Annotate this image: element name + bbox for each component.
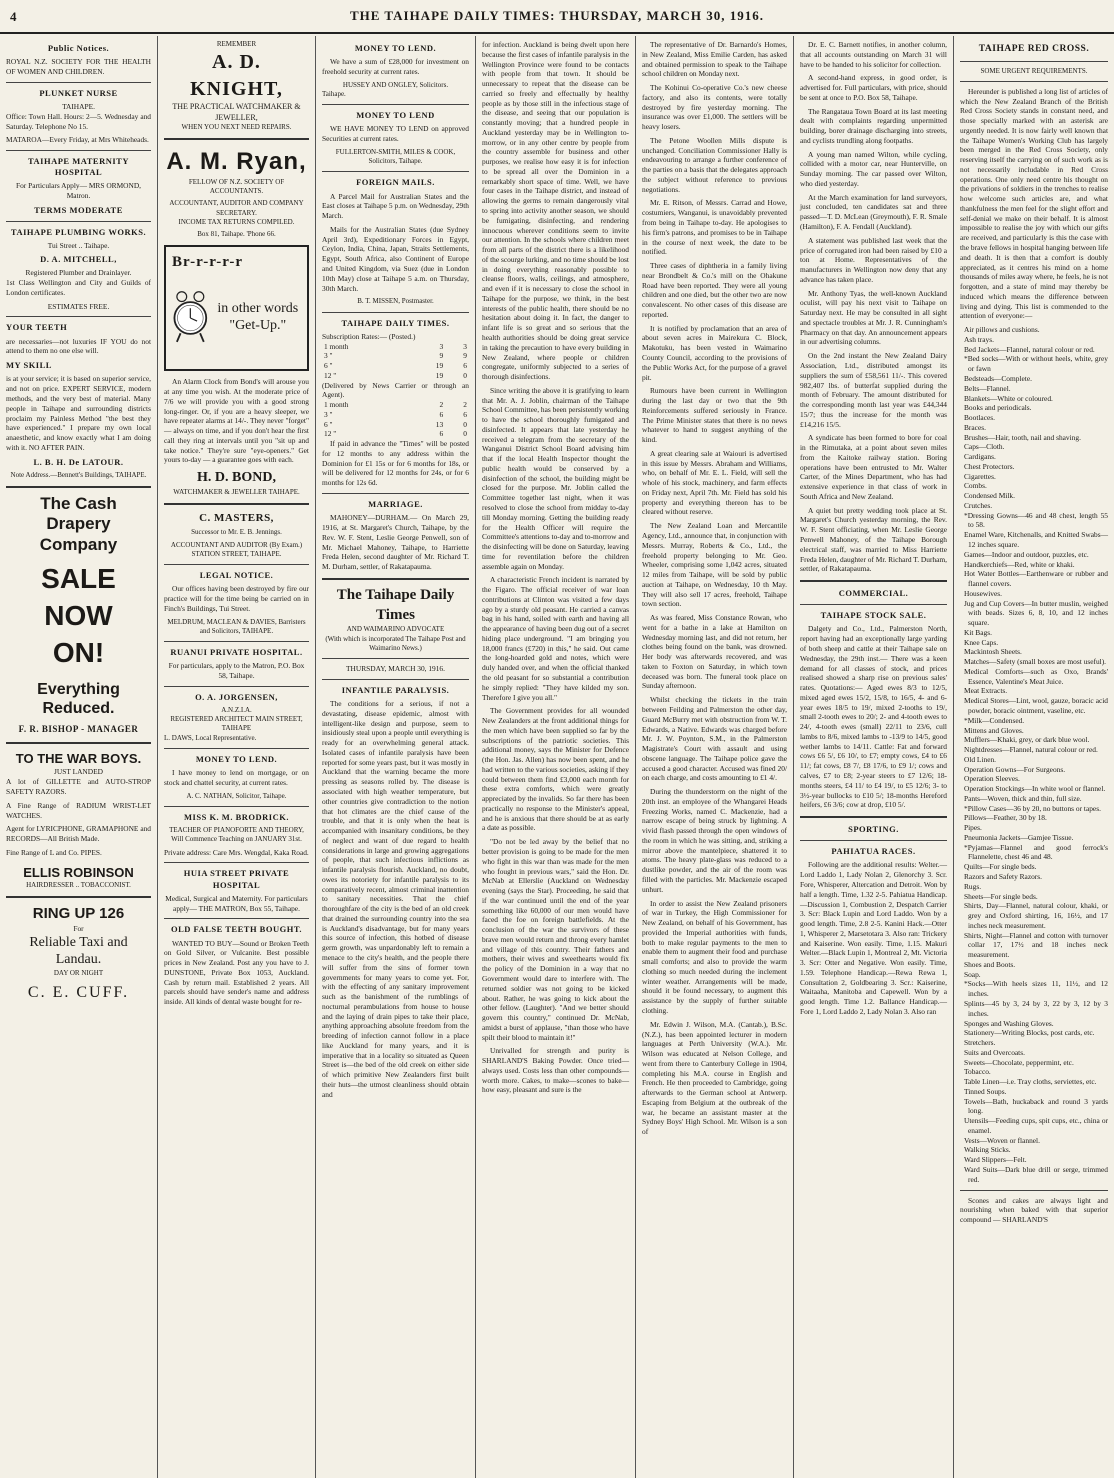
sharland-ad: Unrivalled for strength and purity is SHARLAND'S Baking Powder. Once tried—always used. Costs less than other compounds—worth more. Cakes, to make—scones to bake—how easy, pleasant and sure is the — [482, 1046, 629, 1095]
list-item: Pneumonia Jackets—Gamjee Tissue. — [964, 832, 1074, 842]
list-item: *Milk—Condensed. — [964, 715, 1025, 725]
money-heading-2: MONEY TO LEND. — [195, 753, 278, 764]
list-item: Mackintosh Sheets. — [964, 647, 1022, 657]
remember-label: REMEMBER — [216, 40, 257, 48]
list-item: Cardigans. — [964, 452, 996, 462]
knight-sub: THE PRACTICAL WATCHMAKER & JEWELLER, — [172, 102, 301, 122]
list-item: Pillows—Feather, 30 by 18. — [964, 813, 1047, 823]
list-item: Knee Caps. — [964, 637, 999, 647]
list-item: Pipes. — [964, 823, 982, 833]
list-item: Cigarettes. — [964, 471, 996, 481]
rate-cell: 0 — [463, 370, 467, 380]
jorgensen-sub: A.N.Z.I.A. — [221, 705, 252, 714]
rate-cell: 6 — [439, 429, 444, 439]
missen: B. T. MISSEN, Postmaster. — [357, 297, 434, 306]
teeth-bought-heading: OLD FALSE TEETH BOUGHT. — [170, 924, 302, 935]
list-item: Bed Jackets—Flannel, natural colour or red. — [964, 344, 1095, 354]
rate-row — [322, 371, 469, 381]
paper-title: The Taihape Daily Times — [336, 586, 455, 623]
for-word: For — [73, 923, 84, 933]
rate-cell: 6 — [439, 409, 444, 419]
list-item: Quilts—For single beds. — [964, 862, 1037, 872]
column-5 — [636, 36, 794, 1478]
rate-cell: 3 " — [324, 409, 333, 419]
rate-row — [322, 342, 469, 352]
list-item: Meat Extracts. — [964, 686, 1008, 696]
mitchell-sub: Registered Plumber and Drainlayer. — [25, 268, 132, 278]
radium-line: A Fine Range of RADIUM WRIST-LET WATCHES. — [6, 800, 151, 820]
brodrick-sub: TEACHER OF PIANOFORTE AND THEORY, — [169, 826, 304, 835]
legal-firm: MELDRUM, MACLEAN & DAVIES, Barristers and Solicitors, TAIHAPE. — [167, 617, 306, 635]
news-12: During the thunderstorm on the night of the 20th inst. an employee of the Whangarei Heads Freezing Works, named C. Mackenzie, had a narrow escape of being struck by lightning. A vivid flash passed through the open windows of the room in which he was sitting, and, striking a mirror above the mantelpiece, shattered it to atoms. The heavy plate-glass was reduced to a dustlike powder, and the air of the room was filled with the particles. Mr. Mackenzie escaped unhurt. — [642, 787, 787, 894]
cash-drapery: The Cash Drapery Company — [39, 494, 118, 554]
paralysis-body: The conditions for a serious, if not a devastating, disease epidemic, almost with intelligent-like design and purpose, seem to insidiously steal upon a people until everything is ready for an overwhelming general attack. Isolated cases of infantile paralysis have been reported for some years past, but it was mostly in Auckland that the warning became the more pressing as seasons rolled by. The disease is associated with high weather temperature, but other countries give contradiction to the notion that hot climates are the chief cause of the trouble, and that it is only when the heat is accompanied with insanitary conditions, be they of neglect and want of due regard to health considerations in large and growing aggregations of people, that such infectious inflictions as infantile paralysis flourish. Auckland, no doubt, owes its notoriety for infantile paralysis to its comparatively recent, almost criminal inattention to sanitary necessities. That the chief thoroughfare of the city is the bed of an old creek that drained the surrounding country into the sea is Auckland's disadvantage, but for many years this source of infection, this hotbed of disease germ growth, was unpardonably left to remain a menace to the city's health, and the people there will suffer from the sins of former town governments for many years to come yet. For, with the effecting of any sanitary improvement such as the banishment of the rumblings of nocturnal perambulations from house to house and the laying of drain pipes to take their place, anything approaching absolute freedom from the breeding of infection cannot follow in a place like Auckland for many years, and it is imperative that in a locality so situated as Queen Street is—the bed of the old creek on either side of which primitive New Zealanders first built their huts—the utmost cleanliness should obtain and — [322, 699, 469, 1099]
news-6: It is notified by proclamation that an area of about seven acres in Mairekura C. Block, Makotuku, has been vested in Waimarino County Council, according to the provisions of the Public Works Act, for the purpose of a gravel pit. — [642, 323, 787, 382]
list-item: Blankets—White or coloured. — [964, 393, 1053, 403]
advance-note: If paid in advance the "Times" will be posted for 12 months to any address within the Dominion for £1 15s or for 6 months for 18s, or will be delivered for 12 months for 24s, or for 6 months for 12s 6d. — [322, 439, 469, 488]
government-comforts: The Government provides for all wounded New Zealanders at the front additional things for the men which have been supplied so far by the subscriptions of the patriotic societies. This additional money, says the Minister for Defence (the Hon. Jas. Allen) has now been spent, and he had written to the various societies, asking if they could between them find £3,000 each month for these extra comforts, which were greatly appreciated by the invalids. So far there has been practically no response to the Minister's appeal, and he is anxious that there should be at as early a date as possible. — [482, 706, 629, 833]
news-6-2: A second-hand express, in good order, is advertised for. Full particulars, with price, should be sent at once to P.O. Box 58, Taihape. — [800, 73, 947, 102]
fullerton-smith: FULLERTON-SMITH, MILES & COOK, Solicitors, Taihape. — [335, 147, 456, 166]
marriage-heading: MARRIAGE. — [368, 499, 423, 510]
column-6 — [794, 36, 954, 1478]
teeth-body: are necessaries—not luxuries IF YOU do not attend to them no one else will. — [6, 336, 151, 356]
list-item: Mufflers—Khaki, grey, or dark blue wool. — [964, 735, 1090, 745]
news-6-8: On the 2nd instant the New Zealand Dairy Association, Ltd., distributed amongst its suppliers the sum of £58,561 11/-. This covered 982,407 lbs. of butterfat supplied during the month of February. The amount distributed for the corresponding month last year was £44,344 15/7; thus the increase for the month was £14,216 15/5. — [800, 351, 947, 429]
rate-row — [322, 420, 469, 430]
ryan-tax: INCOME TAX RETURNS COMPILED. — [178, 217, 295, 226]
list-item: Sheets—For single beds. — [964, 891, 1038, 901]
rate-cell: 0 — [463, 419, 467, 429]
list-item: Tinned Soups. — [964, 1086, 1007, 1096]
list-item: Nightdresses—Flannel, natural colour or red. — [964, 745, 1098, 755]
ryan-sub: FELLOW OF N.Z. SOCIETY OF ACCOUNTANTS. — [188, 178, 285, 196]
rate-row — [322, 361, 469, 371]
alarm-body: An Alarm Clock from Bond's will arouse you at any time you wish. At the moderate price of 7/6 we will provide you with a good strong long-ringer. Or, if you are a heavy sleeper, we have repeater alarms at 14/-. They never "forget" — always on time, and if you don't hear the first call they ring at intervals until you "sit up and take notice." They're sure "eye-openers." Get yours to-day — a guarantee goes with each. — [164, 377, 309, 465]
brr-heading: Br-r-r-r-r — [172, 254, 244, 271]
list-item: Razors and Safety Razors. — [964, 872, 1042, 882]
teeth-bought-body: WANTED TO BUY—Sound or Broken Teeth on Gold Silver, or Vulcanite. Best possible prices in New Zealand. Post any you have to J. DUNSTONE, Private Box 1053, Auckland. Cash by return mail. Established 2 years. All parcels should have sender's name and address inside. All kinds of dental waste bought for re- — [164, 938, 309, 1007]
plumbing-heading: TAIHAPE PLUMBING WORKS. — [10, 227, 147, 238]
column-3 — [316, 36, 476, 1478]
rate-row — [322, 400, 469, 410]
list-item: Ash trays. — [964, 334, 994, 344]
page-number: 4 — [10, 9, 18, 24]
list-item: Utensils—Feeding cups, spit cups, etc., china or enamel. — [964, 1116, 1108, 1135]
rate-cell: 9 — [463, 351, 467, 361]
news-5: Three cases of diphtheria in a family living near Brondbelt & Co.'s mill on the Ohakune Road have been reported. They were all young children and one died, but the other two are now convalescent. No other cases of this disease are reported. — [642, 261, 787, 319]
on-word: ON! — [52, 637, 105, 669]
list-item: Chest Protectors. — [964, 461, 1015, 471]
list-item: Mittens and Gloves. — [964, 725, 1024, 735]
races-heading: PAHIATUA RACES. — [831, 846, 916, 857]
list-item: Shirts, Night—Flannel and cotton with turnover collar 17, 17½ and 18 inches neck measurement. — [964, 930, 1108, 960]
subs-heading: Subscription Rates:— (Posted.) — [322, 331, 416, 341]
news-14: Mr. Edwin J. Wilson, M.A. (Cantab.), B.Sc. (N.Z.), has been appointed lecturer in modern languages at Perth University (W.A.). Mr. Wilson was educated at Nelson College, and went from there to Canterbury College in 1904, completing his M.A. course in English and French. He then proceeded to Cambridge, going afterwards to the German school at Antwerp. Escaping from Belgium at the outbreak of the war, he became an assistant master at the Sydney Boys' High School. Mr. Wilson is a son of — [642, 1019, 787, 1137]
brodrick-body: Will Commence Teaching on JANUARY 31st. — [171, 835, 302, 844]
delivered-note: (Delivered by News Carrier or through an Agent). — [322, 380, 469, 400]
list-item: Rugs. — [964, 881, 982, 891]
column-1 — [0, 36, 158, 1478]
gillette-line: A lot of GILLETTE and AUTO-STROP SAFETY RAZORS. — [6, 777, 151, 796]
list-item: Walking Sticks. — [964, 1145, 1011, 1155]
list-item: Towels—Bath, huckaback and round 3 yards long. — [964, 1096, 1108, 1116]
list-item: Housewives. — [964, 588, 1002, 598]
daws-rep: L. DAWS, Local Representative. — [164, 733, 257, 742]
pipes-line: Fine Range of L and Co. PIPES. — [6, 847, 102, 857]
list-item: Enamel Ware, Kitchenalls, and Knitted Swabs—12 inches square. — [964, 530, 1108, 549]
reliable-taxi: Reliable Taxi and Landau. — [29, 934, 128, 968]
plunket-office: Office: Town Hall. Hours: 2—5. Wednesday and Saturday. Telephone No 15. — [6, 111, 151, 131]
red-cross-footer: Scones and cakes are always light and nourishing when baked with that superior compound — SHARLAND'S — [960, 1195, 1108, 1225]
list-item: Jug and Cup Covers—In butter muslin, weighed with beads. Sizes 6, 8, 10, and 12 inches square. — [964, 598, 1108, 628]
news-6-10: A quiet but pretty wedding took place at St. Margaret's Church yesterday morning, the Rev. W. F. Stent officiating, when Mr. Leslie George Penwell Mahoney, of the Taihape Borough electrical staff, was married to Miss Harriette Freda Helen, daughter of Mr. Richard T. Durham, settler, of Rakatapauma. — [800, 505, 947, 574]
list-item: Combs. — [964, 481, 987, 491]
rate-cell: 12 " — [324, 429, 337, 439]
ellis-robinson: ELLIS ROBINSON — [23, 864, 134, 880]
foreign-mails-body-1: A Parcel Mail for Australian States and the East closes at Taihape 5 p.m. on Wednesday, 29th March. — [322, 191, 469, 221]
list-item: Old Linen. — [964, 754, 997, 764]
french-incident: A characteristic French incident is narrated by the Figaro. The official receiver of war loan contributions at Clinton was visited a few days ago by a sturdy old peasant. He carried a canvas bag in his hand, soiled with earth and having all the appearance of having been dug out of a secret hiding place underground. "I am bringing you 18,000 francs (£720) in this," he said. Out came the long-hoarded gold and notes, which were duly handed over, and when the official thanked the old peasant for so substantial a contribution he simply replied: "They have kilded my son. Therefore I give you all." — [482, 575, 629, 702]
rate-cell: 9 — [439, 351, 444, 361]
list-item: Shoes and Boots. — [964, 959, 1016, 969]
list-item: Caps—Cloth. — [964, 442, 1005, 452]
plunket-heading: PLUNKET NURSE — [39, 87, 118, 98]
rate-cell: 1 month — [324, 400, 349, 410]
list-item: Crutches. — [964, 500, 993, 510]
plunket-sub: TAIHAPE. — [62, 101, 95, 111]
list-item: Ward Slippers—Felt. — [964, 1155, 1027, 1165]
list-item: Pants—Woven, thick and thin, full size. — [964, 793, 1082, 803]
news-3: The Petone Woollen Mills dispute is unchanged. Conciliation Commissioner Hally is endeavouring to arrange a further conference of the parties on a basis that the delegates approach the subject without reference to previous negotiations. — [642, 135, 787, 194]
mataroa: MATAROA—Every Friday, at Mrs Whiteheads. — [6, 135, 149, 145]
legal-body: Our offices having been destroyed by fire our practice will for the time being be carried on in Finch's Buildings, Tui Street. — [164, 584, 309, 613]
foreign-mails-heading: FOREIGN MAILS. — [356, 177, 435, 188]
news-1: The representative of Dr. Barnardo's Homes, in New Zealand, Miss Emilie Carden, has asked and obtained permission to speak to the Taihape school children on Monday next. — [642, 40, 787, 79]
rate-cell: 6 — [463, 409, 467, 419]
column-4 — [476, 36, 636, 1478]
news-9: The New Zealand Loan and Mercantile Agency, Ltd., announce that, in conjunction with Messrs. Murray, Roberts & Co., Ltd., the freehold property belonging to Mr. Geo. Wheeler, comprising some 1,042 acres, situated 12 miles from Taihape, will be sold by public auction at Taihape, on Wednesday, 10 th May. They will also sell 17 acres, freehold, Taihape town section. — [642, 521, 787, 609]
royal-society: ROYAL N.Z. SOCIETY FOR THE HEALTH OF WOMEN AND CHILDREN. — [6, 57, 151, 76]
date-line: THURSDAY, MARCH 30, 1916. — [346, 664, 445, 674]
rate-cell: 3 — [463, 341, 467, 351]
news-13: In order to assist the New Zealand prisoners of war in Turkey, the High Commissioner for New Zealand, on behalf of his Government, has provided the Imperial authorities with funds, both to make regular payments to the men to enable them to augment their food and purchase small comforts; and also to provide the warm clothing so much needed during the inclement winter weather. Arrangements will be made, should it be found necessary, to augment this assistance by the supply of further suitable clothing. — [642, 898, 787, 1015]
news-4: Mr. E. Ritson, of Messrs. Carrad and Howe, costumiers, Wanganui, is unavoidably prevented from being in Taihape to-day. He apologises to his firm's patrons, and promises to be in Taihape in the course of next week, the date to be notified. — [642, 198, 787, 257]
alarm-clock-icon — [172, 273, 209, 363]
list-item: Suits and Overcoats. — [964, 1047, 1025, 1057]
mcnab-speech: "Do not be led away by the belief that no better provision is going to be made for the men who fight in this war than was made for the men who fought in previous wars," said the Hon. Dr. McNab at Ellerslie (Auckland on Wednesday evening (says the Star). Proceeding, he said that if the war continued until the end of the year something like 60,000 of our men would have faced the foe on foreign battlefields. At the conclusion of the war the survivors of these brave men would return and throng every hamlet and village of this country. Their fathers and mothers, their wives and sweethearts would fix the policy of the Dominion in a way that no Government would dare to interfere with. The returned soldier was not going to be kicked about. Rather, he was going to kick about the other fellow. (Laughter). "And we better should govern this country," continued Dr. McNab, amidst a burst of applause, "than those who have spilt their blood to maintain it!" — [482, 837, 629, 1042]
rate-cell: 13 — [435, 419, 444, 429]
rate-cell: 1 month — [324, 341, 349, 351]
hussey-place: Taihape. — [322, 89, 346, 98]
columns — [0, 36, 1114, 1478]
list-item: Medical Comforts—such as Oxo, Brands' Essence, Valentine's Meat Juice. — [964, 666, 1108, 686]
news-6-6: A statement was published last week that the price of corrugated iron had been raised by £10 a ton at Home. Representatives of the manufacturers in Wellington now deny that any advance has taken place. — [800, 235, 947, 284]
rate-row — [322, 351, 469, 361]
list-item: Belts—Flannel. — [964, 383, 1011, 393]
list-item: Bedsteads—Complete. — [964, 373, 1032, 383]
red-cross-items — [960, 325, 1108, 1184]
news-6-3: The Rangataua Town Board at its last meeting dealt with complaints regarding unpermitted building, borer drainage discharging into streets, and cyclists trundling along footpaths. — [800, 106, 947, 145]
rate-cell: 12 " — [324, 370, 337, 380]
rate-cell: 6 — [463, 361, 467, 371]
architect: REGISTERED ARCHITECT MAIN STREET, TAIHAPE — [170, 715, 303, 733]
bond-alarm-ad — [164, 245, 309, 371]
ruanui-body: For particulars, apply to the Matron, P.O. Box 58, Taihape. — [168, 661, 305, 680]
estimates-free: ESTIMATES FREE. — [47, 301, 110, 311]
news-6-1: Dr. E. C. Barnett notifies, in another column, that all accounts outstanding on March 31 will have to be handed to his solicitor for collection. — [800, 40, 947, 69]
just-landed: JUST LANDED — [54, 767, 103, 777]
list-item: Brushes—Hair, tooth, nail and shaving. — [964, 432, 1081, 442]
ruanui-heading: RUANUI PRIVATE HOSPITAL. — [170, 647, 303, 658]
school-fumigation: Since writing the above it is gratifying to learn that Mr. A. J. Joblin, chairman of the Taihape School Committee, has been persistently working to have the school thoroughly fumigated and disinfected. It appears that late yesterday he received a telegram from the secretary of the Wanganui District School Board advising him that if the local Health Inspector thought the public health would be conserved by a disinfection of the school, the building might be closed for the purpose. Mr. Joblin called the Committee together last night, when it was resolved to close the school from midday to-day till Monday morning. Getting the building ready for the Health Officer will require the Committee's attentions to-day and to-morrow and the disinfecting will be done on Saturday, leaving time for reventilation before the children assemble again on Monday. — [482, 385, 629, 571]
list-item: *Bed socks—With or without heels, white, grey or fawn — [964, 354, 1108, 374]
news-11: Whilst checking the tickets in the train between Feilding and Palmerston the other day, Guard McBurry met with obstruction from W. T. Edwards, a Native. Edwards was charged before Mr. J. W. Poynton, S.M., in the Palmerston Magistrate's Court with assault and using obscene language. The Taihape police gave the accused a good character. Accused was fined 20/ on each charge, and costs amounting to £1 4/. — [642, 695, 787, 783]
list-item: Air pillows and cushions. — [964, 325, 1040, 335]
hussey-ongley: HUSSEY AND ONGLEY, Solicitors. — [342, 80, 449, 89]
bond-sub: WATCHMAKER & JEWELLER TAIHAPE. — [173, 487, 300, 496]
rates-delivered-table — [322, 400, 469, 439]
list-item: Operation Stockings—In white wool or flannel. — [964, 784, 1106, 794]
column-2 — [158, 36, 316, 1478]
foreign-mails-body-2: Mails for the Australian States (due Sydney April 3rd), Expeditionary Forces in Egypt, Ceylon, India, China, Japan, Straits Settlements, Egypt, South Africa, also Continent of Europe and United Kingdom, via Suez (due in London 10th May) close at Taihape 5 a.m. on Thursday, 30th March. — [322, 224, 469, 293]
list-item: Stationery—Writing Blocks, post cards, etc. — [964, 1028, 1095, 1038]
news-6-7: Mr. Anthony Tyas, the well-known Auckland oculist, will pay his next visit to Taihape on Saturday next. He may be consulted in all sight and spectacle troubles at Mr. J. R. Cunningham's Pharmacy on that day. An announcement appears in our advertising columns. — [800, 288, 947, 347]
money-body-3: We have a sum of £28,000 for investment on freehold security at current rates. — [322, 57, 469, 76]
paralysis-continued: for infection. Auckland is being dwelt upon here because the first cases of infantile paralysis in the Wellington Province were found to be contacts with people from that town. It should be unnecessary to repeat that the disease can be carried so freely and effectually by healthy people as by those still in the infectious stage of the disease, and seeing that our population is constantly moving; that a hundred people in Auckland yesterday may be in Wellington to-morrow, or in any other centre by people from the country assemble for business and other purposes, we realise how easy it is for infection to be spread all over the Dominion in a remarkably short space of time. Well, we have four cases in the Taihape district, and instead of allowing the germs to remain dangerously vital to spring into activity another season, we should be fumigating, disinfecting, and rendering innocuous wherever conditions seem to invite our attention. In the schools where children meet from all parts of the district there is a likelihood of the scourge lurking, and no time should be lost in doing everything reasonably possible to cleanse floors, walls, ceilings, and atmosphere, and even if it is necessary to close the school in Taihape for the purpose, we think, in the best interests of the public health, there should be no hesitation about doing it. In fact, the danger to infant life is so great and so serious that the health authorities should be doing great service in taking the precaution to have every building in New Zealand, where people or children congregate, uniformly subjected to a series of thorough disinfections. — [482, 40, 629, 382]
news-2: The Kohinui Co-operative Co.'s new cheese factory, and also its contents, were totally destroyed by fire yesterday morning. The insurance was over £1,000. The settlers will be heavy losers. — [642, 83, 787, 132]
money-heading-4: MONEY TO LEND — [356, 110, 435, 121]
news-6-4: A young man named Wilton, while cycling, collided with a motor car, near Hunterville, on Sunday morning. The car passed over Wilton, who died yesterday. — [800, 149, 947, 188]
now-word: NOW — [44, 600, 113, 632]
list-item: Soap. — [964, 969, 981, 979]
rates-posted-table — [322, 342, 469, 381]
list-item: *Pillow Cases—36 by 20, no buttons or tapes. — [964, 803, 1101, 813]
ryan-box: Box 81, Taihape. 'Phone 66. — [197, 230, 276, 239]
rate-cell: 6 " — [324, 361, 333, 371]
delatour-address: Note Address.—Bennett's Buildings, TAIHAPE. — [10, 470, 147, 479]
rate-cell: 3 — [439, 341, 444, 351]
rate-row — [322, 410, 469, 420]
list-item: Stretchers. — [964, 1038, 996, 1048]
maternity-heading: TAIHAPE MATERNITY HOSPITAL — [28, 156, 129, 178]
terms-moderate: TERMS MODERATE — [34, 205, 123, 215]
ryan-name: A. M. Ryan, — [166, 148, 307, 176]
teeth-heading: YOUR TEETH — [6, 322, 68, 333]
list-item: Books and periodicals. — [964, 403, 1032, 413]
bishop-manager: F. R. BISHOP - MANAGER — [18, 724, 139, 735]
sale-word: SALE — [41, 563, 116, 595]
list-item: Sweets—Chocolate, peppermint, etc. — [964, 1057, 1074, 1067]
ryan-body: ACCOUNTANT, AUDITOR AND COMPANY SECRETARY. — [169, 199, 304, 217]
in-other-words: in other words "Get-Up." — [217, 301, 299, 334]
rate-cell: 6 " — [324, 419, 333, 429]
paper-sub: AND WAIMARINO ADVOCATE — [346, 625, 445, 634]
skill-heading: MY SKILL — [6, 360, 52, 371]
list-item: Vests—Woven or flannel. — [964, 1135, 1040, 1145]
list-item: Hot Water Bottles—Earthenware or rubber and flannel covers. — [964, 569, 1108, 589]
news-10: As was feared, Miss Constance Rowan, who went for a bathe in a lake at Hamilton on Wednesday morning last, and did not return, her clothes being found on the bank, was drowned. Her body was afterwards recovered, and was taken to Foxton on Saturday, in which town deceased was born. The funeral took place on Sunday afternoon. — [642, 613, 787, 691]
brodrick-addr: Private address: Care Mrs. Wengdal, Kaka Road. — [164, 847, 309, 857]
commercial-heading: COMMERCIAL. — [838, 588, 909, 599]
mitchell-body: 1st Class Wellington and City and Guilds of London certificates. — [6, 278, 151, 297]
ring-up: RING UP 126 — [32, 904, 125, 922]
ellis-sub: HAIRDRESSER .. TOBACCONIST. — [26, 880, 131, 889]
knight-name: A. D. KNIGHT, — [190, 51, 283, 100]
war-boys-heading: TO THE WAR BOYS. — [15, 751, 142, 767]
day-or-night: DAY OR NIGHT — [53, 968, 104, 977]
money-body-4: WE HAVE MONEY TO LEND on approved Securities at current rates. — [322, 124, 469, 144]
races-body: Following are the additional results: Welter.—Lord Laddo 1, Lady Nolan 2, Glenorchy 3. Scr. Fore, Whisperer, Altercation and Detroit. Won by half a length. Time, 1.32 2-5. Pahiatua Handicap.—Discussion 1, Combustion 2, Despatch Carrier 3. Scr: Black Lupin and Lord Laddo. Won by a good length. Time, 2.8 2-5. Kanini Hack.—Otter 1, Whisperer 2, Marsetotara 3. Also ran: Trickery and Kaiserine. Won easily. Time, 1.15. Makuri Welter.—Black Lupin 1, Montreal 2, Mt. Victoria 3. Scr: Otter and Negative. Won easily. Time, 1.59. Telephone Handicap.—Rewa Rewa 1, Consultation 2, Goldbearing 3. Scr.: Kaiserine, Waitaaha, Manitoba and Capewell. Won by a good length. Time 1.2. Ballance Handicap.—Fore 1, Lord Laddo 2, Lady Nolan 3. Also ran — [800, 860, 947, 1016]
rate-cell: 2 — [439, 400, 444, 410]
list-item: Medical Stores—Lint, wool, gauze, boracic acid powder, boracic ointment, vaseline, etc. — [964, 696, 1108, 715]
red-cross-intro: Hereunder is published a long list of articles of which the New Zealand Branch of the British Red Cross Society stands in constant need, and those specially marked with an asterisk are urgently needed. It is now fairly well known that the Taihape Women's Working Club has largely been merged in the Red Cross Society, only reserving itself the carrying on of such work as is not necessarily includable in Red Cross operations. One only need centre his thought on the privations of soldiers in the trenches to realise how welcome such articles are, and what thankfulness the men feel for the slight effort and self-denial we make on their behalf. It is almost impossible to realise the joy with which our gifts are received, and particularly is this the case with the brave fellows in hospital hanging between life and death. It is then that a comfort is doubly appreciated, as it centres his mind on a home thousands of miles away where, he feels, he is not forgotten, and a state of mind may thereby be induced which means the difference between living and dying. This list is commended to the attention of everyone:— — [960, 86, 1108, 321]
list-item: Sponges and Washing Gloves. — [964, 1018, 1054, 1028]
list-item: Games—Indoor and outdoor, puzzles, etc. — [964, 549, 1089, 559]
money-heading-3: MONEY TO LEND. — [354, 43, 437, 53]
masthead-title: THE TAIHAPE DAILY TIMES: THURSDAY, MARCH 30, 1916. — [349, 8, 765, 23]
maternity-body: For Particulars Apply— MRS ORMOND, Matron. — [15, 181, 142, 201]
money-body-2: I have money to lend on mortgage, or on stock and chattel security, at current rates. — [164, 768, 309, 787]
tdt-heading: TAIHAPE DAILY TIMES. — [341, 317, 450, 328]
news-8: A great clearing sale at Waiouri is advertised in this issue by Messrs. Abraham and Williams, who, on behalf of Mr. E. L. Field, will sell the whole of his stock, machinery, and farm effects on Friday next, April 7th. Mr. Field has sold his property and everything thereon has to be cleared without reserve. — [642, 448, 787, 517]
huia-body: Medical, Surgical and Maternity. For particulars apply— THE MATRON, Box 55, Taihape. — [165, 893, 308, 913]
news-7: Rumours have been current in Wellington during the last day or two that the 9th Reinforcements suffered seriously in France. The Prime Minister states that there is no news whatever to hand to suggest anything of the kind. — [642, 386, 787, 445]
red-cross-heading: TAIHAPE RED CROSS. — [978, 44, 1090, 54]
paralysis-heading: INFANTILE PARALYSIS. — [341, 684, 450, 695]
list-item: *Pyjamas—Flannel and good ferrock's Flannelette, chest 46 and 48. — [964, 842, 1108, 862]
nathan: A. C. NATHAN, Solicitor, Taihape. — [186, 791, 287, 800]
list-item: Operation Gowns—For Surgeons. — [964, 764, 1066, 774]
plumbing-street: Tui Street .. Taihape. — [47, 241, 110, 251]
cuff-name: C. E. CUFF. — [27, 983, 130, 1001]
delatour-name: L. B. H. De LATOUR. — [33, 456, 124, 467]
masthead — [0, 0, 1114, 34]
list-item: Table Linen—i.e. Tray cloths, serviettes, etc. — [964, 1077, 1097, 1087]
news-6-9: A syndicate has been formed to bore for coal in the Rimutaka, at a point about seven miles from the Kaitoke railway station. Boring operations have been entrusted to Mr. Walter Carter, of the Mines Department, who has had extensive experience in that class of work in South Africa and New Zealand. — [800, 433, 947, 501]
list-item: Tobacco. — [964, 1067, 991, 1077]
list-item: Handkerchiefs—Red, white or khaki. — [964, 559, 1075, 569]
column-7 — [954, 36, 1114, 1478]
everything-reduced: Everything Reduced. — [37, 681, 120, 718]
list-item: Splints—45 by 3, 24 by 3, 22 by 3, 12 by 3 inches. — [964, 998, 1108, 1018]
skill-body: is at your service; it is based on superior service, and not on price. EXPERT SERVICE, modern methods, and the very best of material. Many people in Taihape and surrounding districts proclaim my Painless Method "the best they have experienced." I prepare my own local anaesthetic, and know exactly what I am doing with it. NO AFTER PAIN. — [6, 374, 151, 452]
masters-sub: Successor to Mr. E. B. Jennings. — [191, 528, 282, 537]
legal-heading: LEGAL NOTICE. — [199, 570, 274, 581]
huia-heading: HUIA STREET PRIVATE HOSPITAL — [183, 868, 290, 890]
list-item: *Socks—With heels sizes 11, 11½, and 12 inches. — [964, 979, 1108, 999]
list-item: *Dressing Gowns—46 and 48 chest, length 55 to 58. — [964, 510, 1108, 530]
rate-row — [322, 429, 469, 439]
public-notices-heading: Public Notices. — [47, 43, 110, 53]
mitchell-name: D. A. MITCHELL, — [40, 254, 117, 265]
sporting-heading: SPORTING. — [848, 824, 899, 835]
jorgensen-name: O. A. JORGENSEN, — [195, 691, 278, 702]
list-item: Ward Suits—Dark blue drill or serge, trimmed red. — [964, 1164, 1108, 1184]
bond-name: H. D. BOND, — [197, 470, 276, 486]
paper-note: (With which is incorporated The Taihape Post and Waimarino News.) — [325, 634, 466, 652]
lyriphone-line: Agent for LYRICPHONE, GRAMAPHONE and RECORDS—All British Made. — [6, 824, 151, 844]
list-item: Braces. — [964, 422, 986, 432]
list-item: Shirts, Day—Flannel, natural colour, khaki, or grey and Oxford shirting, 16, 16½, and 17 inches neck measurement. — [964, 901, 1108, 930]
brodrick-name: MISS K. M. BRODRICK. — [184, 811, 289, 822]
marriage-body: MAHONEY—DURHAM.— On March 29, 1916, at St. Margaret's Church, Taihape, by the Rev. W. F. Stent, Leslie George Penwell, son of Mr. Michael Mahoney, Taihape, to Harriette Freda Helen, second daughter of Mr. Richard T. M. Durham, settler, of Rakatapauma. — [322, 513, 469, 572]
list-item: Operation Sleeves. — [964, 774, 1020, 784]
rate-cell: 19 — [435, 361, 444, 371]
rate-cell: 2 — [463, 400, 467, 410]
knight-when: WHEN YOU NEXT NEED REPAIRS. — [181, 123, 292, 132]
stock-sale-heading: TAIHAPE STOCK SALE. — [820, 610, 927, 621]
red-cross-sub: SOME URGENT REQUIREMENTS. — [980, 66, 1088, 75]
stock-sale-body: Dalgety and Co., Ltd., Palmerston North, report having had an exceptionally large yarding of both sheep and cattle at their Taihape sale on Wednesday, the 29th inst.— There was a keen demand for all classes of stock, and prices realised showed a sharp rise on previous sales' rates. Quotations:— Aged ewes 8/3 to 12/5, mixed aged ewes 15/2, 15/8, to 16/5, 4- and 6-year ewes 18/5 to 19/, mixed 2-tooths to 19/, small 2-tooth ewes to 20/; 2- and 4-tooth ewes to 24/, 4-tooth ewes (small) 22/11 to 23/6, cull lambs to 8/6, mixed lambs to -13/9 to 14/5, good wether lambs to 14/11. Cattle: Fat and forward cows £6 5/, £6 10/, to £7; empty cows, £4 to £6 11/; fat cows, £8 7/, £8 17/6, to £9 1/; cows and calves, £7 to £8; 2-year steers to £7 12/6; 18-months steers, £4 11/ to £4 19/, to £5 12/6; 3- to 3½-year bullocks to £10 5/; 18-months Hereford heifers, £6 3/6; cow at drop, £10 5/. — [800, 624, 947, 810]
masters-body: ACCOUNTANT AND AUDITOR (By Exam.) STATION STREET, TAIHAPE. — [170, 540, 303, 558]
list-item: Matches—Safety (small boxes are most useful). — [964, 657, 1107, 667]
list-item: Kit Bags. — [964, 627, 992, 637]
news-6-5: At the March examination for land surveyors, just concluded, ten candidates sat and three passed—T. D. McLean (Greymouth), F. R. Smale (Hamilton), F. A. Fendall (Auckland). — [800, 192, 947, 232]
rate-cell: 19 — [435, 370, 444, 380]
list-item: Bootlaces. — [964, 413, 995, 423]
rate-cell: 0 — [463, 429, 467, 439]
list-item: Condensed Milk. — [964, 491, 1015, 501]
masters-name: C. MASTERS, — [199, 511, 274, 524]
rate-cell: 3 " — [324, 351, 333, 361]
